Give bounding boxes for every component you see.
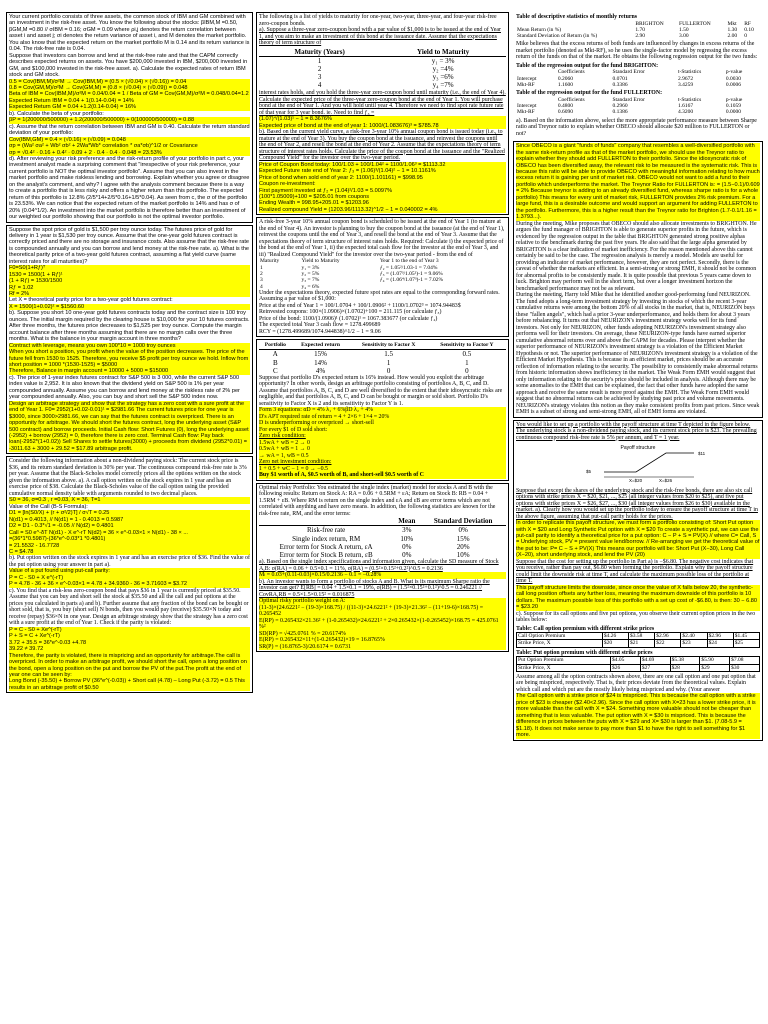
table-cell: 0 bbox=[386, 366, 391, 375]
formula-line: Beta of IBM = Cov(IBM,M)/σ²M = 0.04/0.04 = 1 / Beta of GM = Cov(GM,M)/σ²M = 0.048/0.04=1.2 bbox=[9, 91, 249, 98]
table-cell: $1.45 bbox=[733, 633, 759, 640]
table-cell: C bbox=[272, 366, 278, 375]
portfolio-factor-table bbox=[259, 341, 506, 375]
table-cell: y₃ =6% bbox=[432, 72, 454, 81]
table-header: Expected return bbox=[292, 341, 350, 350]
text-line: Therefore, the parity is violated, there is mispricing and an opportunity for arbitrage.The call is overpriced. In order to make an arbitrage profit, we should short the call, open a long position on the bond, open a long position on the put and borrow the PV of the put.The profit at the end of year one can be seen by: bbox=[9, 653, 250, 679]
formula-line: N(d1) = 0.4013, // N(d1) = 1 - 0.4013 = 0.5987 bbox=[9, 517, 250, 523]
error-term-table bbox=[259, 517, 506, 559]
formula-line: For every $1 of D sold short: bbox=[259, 427, 506, 434]
formula-line: = 21.5532 - 16.7728 bbox=[9, 543, 250, 549]
text-line: Suppose that portfolio D's expected return is 16% instead. How would you exploit the arbitrage opportunity? In other words, design an arbitrage portfolio consisting of portfolios A, B, C, and D. Assume that portfolios A, B, C, and D are well diversified to the extent that their idiosyncratic risks are negligible, and that portfolios A, B, C, and D can be bought or margin or sold short. Portfolio D's sensitivity to Factor X is 2 and its sensitivity to Factor Y is 1. bbox=[259, 374, 503, 407]
formula-line: σp = (Wa² σa² + Wb² σb² + 2Wa*Wb* correlation * σa*σb)^1/2 or Covariance bbox=[9, 143, 250, 149]
column-middle bbox=[256, 12, 509, 1012]
column-right bbox=[513, 12, 763, 1012]
formula-line: Cov(IBM,GM) = 0.4 × (√0.16) × (√0.09) = 0.048 bbox=[9, 137, 250, 143]
table-cell: 1 bbox=[386, 358, 391, 367]
formula-line: Rf = 2% bbox=[9, 291, 250, 297]
table-cell: y₂ =4% bbox=[432, 64, 454, 73]
table-header: Sensitivity to Factor X bbox=[349, 341, 427, 350]
text-line: RCY = (1278.499689/1074.944838)^1/2 − 1 = 9.06 bbox=[259, 328, 381, 335]
payoff-chart bbox=[516, 443, 760, 483]
text-line: Consider the following information about a non-dividend paying stock: The current stock price is $36, and its return standard deviation is 30% per year. The continuous compound risk-free rate is 3% per year. Assume that the Black-Scholes model correctly prices all the options written on the stock given the information above. a). A call option written on the stock expires in 1 year and has an exercise price of $38. Calculate the Black-Scholes value of the call option using the provided cumulative normal density table with arguments rounded to two decimal places. bbox=[9, 458, 247, 497]
formula-line: Expected Return IBM = 0.04 + 1(0.14-0.04) = 14% bbox=[9, 98, 250, 104]
table-header: Standard Error bbox=[612, 69, 646, 76]
formula-line: Expected Future rate end of Year 2: ƒ₃ = (1.06)³/(1.04)² − 1 = 10.1161% bbox=[259, 168, 506, 174]
text-line: b). Based on the current yield curve, a risk-free 3-year 10% annual coupon bond is issued today (i.e., to mature at the end of Year 3). You buy the coupon bond at the issuance, and reinvest the coupons until the end of Year 2, and resell the bond at the end of Year 2. Assume that the expectations theory of term structure of interest rates holds. Calculate the price of the coupon bond at the issuance and the "Realized Compound Yield" for the investor over the two-year period. bbox=[259, 129, 505, 162]
table-header: Coefficients bbox=[557, 96, 585, 103]
table-row bbox=[259, 350, 506, 359]
table-cell: $23 bbox=[681, 640, 707, 647]
table-cell: 1 bbox=[465, 358, 469, 367]
table-cell: $24 bbox=[707, 640, 733, 647]
table-cell: 3.00 bbox=[679, 33, 689, 40]
table-cell: $4.26 bbox=[602, 633, 628, 640]
formula-line: P = C - S0 + X e^(-rT) bbox=[9, 575, 250, 581]
text-line: Assume among all the option contracts shown above, there are one call option and one put option that are being mispriced, respectively. That is, their prices deviate from the theoretical values. Explain which call and which put are the mostly likely being mispriced and why. (Your answer bbox=[516, 673, 756, 693]
text-line: Since OBECO is a giant "funds of funds" company that resembles a well-diversified portfolio with the same risk-return profile as that of the market portfolio, we should use the Treynor ratio to explain whether they should add FULLERTON to their portfolio. Since the idiosyncratic risk of OBECO has been diversified away, the relevant risk to be measured is the systematic risk. This is because this ratio will be able to provide OBECO with meaningful information relating to how much excess return it is gaining per unit of market risk. OBECO would not want to add a fund to their portfolio which underperforms the market. The Treynor Ratio for FULLERTON is: = (1.5−0.1)/0.609 = 2% Because treynor is adding to an already diversified fund, whereas sharpe ratio is for a whole portfolio) This means for every unit of market risk, FULLERTON provides 2% risk premium. For a large fund, this is a desirable outcome and would support an argument for adding FULLERTON to the portfolio. Furthermore, this is a higher result than the Treynor ratio for Brighton (1.7-0.1/1.16 = 1.3793...). bbox=[516, 143, 760, 221]
formula-line: Zero net investment condition: bbox=[259, 459, 506, 466]
black-scholes-block bbox=[6, 456, 253, 693]
text-line: Suppose that investors can borrow and lend at the risk-free rate and that the CAPM correctly describes expected returns on assets. You have $200,000 invested in IBM, $200,000 invested in GM, and $100,000 invested in the risk-free asset. a). Calculate the expected rates of return IBM stock and GM stock. bbox=[9, 52, 248, 79]
maturity-table bbox=[259, 48, 506, 90]
table-header: Standard Deviation bbox=[420, 517, 506, 526]
formula-line: Realized compound Yield = (1203.96/1113.32)^1/2 − 1 = 0.040002 = 4% bbox=[259, 207, 506, 213]
formula-line: βP = 1(200000/500000) + 1.2(200000/500000) + 0(100000/500000) = 0.88 bbox=[9, 117, 250, 123]
text-line: a). Based on the information above, select the more appropriate performance measure between Sharpe ratio and Treynor ratio to explain whether OBECO should allocate $20 million to FULLERTON or not? bbox=[516, 117, 757, 137]
text-line: Under the expectations theory, expected future spot rates are equal to the corresponding forward rates. Assuming a par value of $1,000: bbox=[259, 289, 500, 303]
table-cell: 4.3200 bbox=[678, 109, 694, 116]
table-cell: 1.5 bbox=[384, 350, 394, 359]
table-cell: 0.5 bbox=[462, 350, 472, 359]
call-premium-table bbox=[516, 632, 760, 648]
table-header: RF bbox=[744, 20, 751, 27]
payoff-diagram bbox=[516, 443, 760, 486]
table-cell: Mkt-RF bbox=[517, 109, 535, 116]
text-line: b). Put option written on the stock expires in 1 year and has an exercise price of $36. Find the value of the put option using your answer in part a). bbox=[9, 555, 250, 568]
text-line: This payoff structure limits the downside, since once the value of X falls below 20, the synthetic-call long position offsets any further loss, meaning the maximum downside of this portfolio is 10 dollars. The maximum possible loss of this portfolio with a set up cost of -$6.80, is then: 30 − 6.80 = $23.20 bbox=[516, 585, 760, 611]
table-header: Year 1 to the end of Year 3 bbox=[379, 258, 439, 265]
table-cell: y₂ = 5% bbox=[301, 270, 320, 277]
formula-line: Value of a put found using put-call parity: bbox=[9, 568, 250, 574]
table-header: Portfolio bbox=[259, 341, 292, 350]
table-cell: 2.00 bbox=[727, 33, 738, 40]
table-cell: 2 bbox=[260, 270, 263, 277]
table-header: Standard Error bbox=[612, 96, 646, 103]
text-line: Value of the Call (B-S Formula): bbox=[9, 503, 88, 510]
formula-line: 1530 = 1500(1 + Rƒ)¹ bbox=[9, 272, 250, 278]
formula-line: D is underperforming or overpriced → short-sell bbox=[259, 420, 506, 427]
table-header: Maturity bbox=[260, 258, 280, 265]
formula-line: Buy $1 worth of A, $0.5 worth of B, and short-sell $0.5 worth of C bbox=[259, 472, 506, 479]
table-row bbox=[259, 543, 506, 551]
table-row bbox=[259, 526, 506, 535]
formula-line: 0.8 = Cov(GM,M)/σ²M → Cov(GM,M) = (0.8 × (√0.04) × (√0.09)) = 0.048 bbox=[9, 85, 250, 91]
column-left bbox=[6, 12, 253, 1012]
formula-line: Price of bond when sold end of year 2: 1100/(1.101161) = $998.95 bbox=[259, 175, 506, 181]
payoff-y-label: $11 bbox=[698, 451, 706, 457]
table-title: Table: Call option premium with different strike prices bbox=[516, 625, 655, 632]
table-cell: 0 bbox=[465, 366, 469, 375]
table-row bbox=[259, 56, 506, 65]
table-cell: 1.6167 bbox=[678, 103, 694, 110]
table-header: Yield to Maturity bbox=[380, 48, 506, 57]
table-cell: 2.90 bbox=[635, 33, 645, 40]
table-cell: 0 bbox=[744, 33, 747, 40]
formula-line: (11-3)×(24.6221² − (19-3)×168.75) / ((11-3)×24.6221² + (19-3)×21.36² − (11+19-6)×168.75) = 0.265452 bbox=[259, 605, 506, 618]
fund-performance-block bbox=[513, 12, 763, 139]
table-title: Table of the regression output for the fund FULLERTON: bbox=[516, 90, 663, 97]
table-cell: Single index return, RM bbox=[292, 534, 361, 543]
capm-question-block bbox=[6, 12, 253, 223]
formula-line: σp = √0.4² · 0.16 + 0.4² · 0.09 + 2 · 0.4 · 0.4 · 0.048 = 23.53% bbox=[9, 150, 250, 156]
options-block bbox=[513, 420, 763, 741]
text-line: c). Assume that the return correlation between IBM and GM is 0.40. Calculate the return standard deviation of your portfolio: bbox=[9, 123, 250, 137]
table-cell: $2.96 bbox=[655, 633, 681, 640]
table-header: Coefficients bbox=[557, 69, 585, 76]
table-cell: 0.6090 bbox=[557, 109, 573, 116]
table-cell: 0.0030 bbox=[725, 75, 741, 82]
table-cell: $2.96 bbox=[707, 633, 733, 640]
descriptive-stats-table bbox=[516, 21, 760, 40]
payoff-x-label: X=$20 bbox=[629, 478, 643, 484]
text-line: Suppose that except the shares of the underlying stock and the risk-free bonds, there are also six call options with strike prices X = $20, $21, ..., $25 (all integer values from $20 to $25), and five put options with strike prices X = $26, $27, ..., $30 (all integer values from $26 to $30) available in the market. a). Clearly how you would set up the portfolio today to ensure the payoff structure at time T in the above figure, assuming that put-call parity holds for the prices. bbox=[516, 487, 758, 520]
table-cell: 0.0701 bbox=[612, 75, 628, 82]
formula-line: Zero risk condition: bbox=[259, 433, 506, 440]
table-header: BRIGHTON bbox=[635, 20, 664, 27]
gold-futures-block bbox=[6, 225, 253, 455]
formula-line: Form 3 equations: αD = 4% λ₁ + 6%βD λ₂ + 4% bbox=[259, 407, 506, 414]
table-row bbox=[259, 359, 506, 367]
text-line: In order to replicate this payoff structure, we must form a portfolio consisting of: Short Put option with X = $20 and Long Synthetic Put option with X = $20 To create a synthetic put, we can use the put-call parity to identify a theoretical price for a put option: C − P + S = PV(X) // where C= Call, S = Underlying stock, PV = present value lend/borrow. // Re-arranging we get the theoretical value of the put to be: P= C − S + PV(X) This means our portfolio will be: Short Put (X−30), Long Call (X−20), short underlying stock, and lend the PV (20) bbox=[516, 520, 760, 559]
table-cell: $7.08 bbox=[730, 657, 760, 664]
table-row bbox=[516, 82, 760, 88]
table-title: Table of descriptive statistics of monthly returns bbox=[516, 14, 638, 20]
text-line: Contract with leverage, means you own 100*10 = 1000 troy ounces bbox=[9, 343, 250, 349]
formula-line: 0.5 = Cov(IBM,M)/σ²M → Cov(IBM,M) = (0.5 × (√0.04) × (√0.16)) = 0.04 bbox=[9, 79, 250, 85]
table-row bbox=[517, 664, 760, 671]
text-line: a). Based on the single index specifications and information given, calculate the SD measure of Stock A,B: σ(RA) = 0.06 + 0.5×0.1 = 11%, σ(RA) = (0.5²×0.15²+0.2²)^0.5 = 0.2136 bbox=[259, 559, 499, 572]
formula-line: → wA = 1, wB = 0.5 bbox=[259, 453, 506, 460]
table-cell: 2.9672 bbox=[678, 75, 694, 82]
formula-line: S0 = 36, σ=0.3 , r =0.03, X = 36, T=1 bbox=[9, 497, 250, 503]
table-row bbox=[517, 657, 760, 664]
table-cell: ƒ₂ = 1.05²/1.03-1 = 7.04% bbox=[379, 264, 438, 271]
table-cell: 0.10 bbox=[744, 26, 754, 33]
table-cell: Mean Return (in %) bbox=[517, 26, 562, 33]
text-line: Design an arbitrage strategy and show that the strategy has a zero cost with a sure profit at the end of Year 1. F0= 2952(1+0.02-0.01)¹ = $2981.66 The current futures price for one year is $3000, since 3000>2981.66, we can say that the futures contract is overpriced. There is an opportunity for arbitrage. We should short the futures contract, long the underlying asset (S&P 500 contract) and borrow proceeds. Initial Cash flow: Short Futures (0), long the underlying asset (-2952) + borrow (2952) = 0, therefore there is zero cost. Terminal Cash flow: Pay back loan(-2952*(1+0.02)) Sell Shares to settle futures(3000) + proceeds from dividend (2952*0.01) = -3011.63 + 3000 + 29.52 = $17.89 arbitrage profit. bbox=[9, 400, 249, 452]
table-cell: ƒ₃ = (1.07³/1.05²)-1 = 9.06% bbox=[379, 270, 443, 277]
formula-line: X = 1500(1+0.02)² = $1560.60 bbox=[9, 304, 250, 310]
table-cell: 1 bbox=[260, 264, 263, 271]
table-cell: 0.2960 bbox=[612, 103, 628, 110]
text-line: Long Bond (-35.50) + Borrow PV (36*e^(-0.03)) + Short call (4.78) – Long Put (-3.72) = 0.5 This results in an arbitrage profit of $0.50 bbox=[9, 678, 250, 691]
table-cell: Mkt-RF bbox=[517, 81, 535, 88]
forward-rate-table bbox=[259, 258, 506, 289]
text-line: During the meeting, Mike proposes that OBECO should also allocate investments to BRIGHTON. He argues the fund manager of BRIGHTON is able to generate superior profits in the future, which is evidenced by the regression output in the table that BRIGHTON generated strong positive alphas relative to the benchmark during the past five years. He also said that the large alpha generated by BRIGHTON is a clear indication of market inefficiency. For the reason mentioned above this cannot certainly be said to be the case. The regression analysis is merely a model. Models are useful for providing an indicator of market performance, however, they are not perfect. Secondly, there is the caveat of whether the markets are efficient. In a semi-strong or strong EMH, it should not be common for abnormal profits to be consistently made. It is quite possible that previous 5 years came down to luck. Brighton may perform well in the short term, but over a longer investment horizon the benchmarked performance may not be as relevant. bbox=[516, 220, 757, 292]
table-cell: 1.30 bbox=[727, 26, 738, 33]
table-cell: $2.40 bbox=[681, 633, 707, 640]
formula-line: Mₗ = 0.03+(0.11-0.03)×0.15/0.2136 − 0.1 = −0.28% bbox=[259, 572, 506, 579]
formula-line: Price of Coupon Bond today: 100/1.03 + 100/1.04² + 1100/1.06³ = $1113.32 bbox=[259, 162, 506, 168]
table-row bbox=[517, 640, 760, 647]
table-cell: Risk-free rate bbox=[307, 526, 346, 535]
table-header: Mkt bbox=[727, 20, 737, 27]
text-line: Optimal risky Portfolio: You estimated the single index (market) model for stocks A and B with the following results: Return on Stock A: RA = 0.06 + 0.5RM + εA; Return on Stock B: RB = 0.04 + 1.5RM + εB. Where RM is return on the single index and εA and εB are error terms which are not correlated with anything and have zero means. In addition, the following statistics are known for the risk-free rate, RM, and the error terms: bbox=[259, 484, 496, 517]
fund-answer-block bbox=[513, 141, 763, 417]
table-row bbox=[516, 109, 760, 115]
text-line: Price at the end of Year 1 = 100/1.0704 + 100/1.0906² + 1100/1.0702³ = 1074.94483$ bbox=[259, 302, 461, 309]
formula-line: D2 = D1 - 0.3*√1 = -0.05 // N(d2) = 0.4801 bbox=[9, 523, 250, 529]
formula-line: F0=S0(1+Rƒ)ᵀ bbox=[9, 265, 250, 271]
table-cell: Call Option Premium bbox=[517, 633, 603, 640]
table-cell: 0.0006 bbox=[725, 81, 741, 88]
table-cell: $5.38 bbox=[670, 657, 700, 664]
table-row bbox=[259, 367, 506, 375]
table-cell: 15% bbox=[314, 350, 327, 359]
table-cell: 1.70 bbox=[635, 26, 645, 33]
text-line: b). Calculate the beta of your portfolio: bbox=[9, 110, 104, 117]
table-row bbox=[516, 33, 760, 39]
table-header: t-Statistics bbox=[678, 69, 702, 76]
text-line: Price of the bond: 1100/(1.0906)¹ (1.0702)¹ = 1067.383677 (or calculate ƒ₄) bbox=[259, 315, 438, 322]
table-cell: $26 bbox=[611, 664, 641, 671]
formula-line: Expected Return GM = 0.04 +1.2(0.14-0.04) = 16% bbox=[9, 104, 250, 110]
table-cell: Error term for Stock A return, εA bbox=[279, 542, 373, 551]
put-premium-table bbox=[516, 656, 760, 672]
table-cell: y₁ = 3% bbox=[301, 264, 320, 271]
table-cell: 3.4259 bbox=[678, 81, 694, 88]
text-line: d). After reviewing your risk preference and the risk-return profile of your portfolio in part c, your investment analyst made a surprising comment that "irrespective of your risk preference, your current portfolio is NOT the optimal investor portfolio". Assume that you can also invest in the market portfolio and make riskless lending and borrowing. Explain whether you agree or disagree on the analyst's comment, and why? I agree with the analysis comment because there is a way to create a portfolio that is less risky and offers a higher return than this portfolio. The expected return of this portfolio is 12.8% (2/5*14+2/5*0.16+1/5*0.04). As seen from c, the σ of the portfolio is 23.53%. We can notice that the expected return of the market portfolio is 14% and has σ of 20% (0.04^1/2). An investment into the market portfolio is therefore better than an investment of our weighted our portfolio showing that our portfolio is not the optimal investor portfolio. bbox=[9, 155, 250, 221]
table-cell: $21 bbox=[629, 640, 655, 647]
table-cell: y₁ = 3% bbox=[431, 56, 455, 65]
table-cell: 15% bbox=[456, 534, 470, 543]
table-header: t-Statistics bbox=[678, 96, 702, 103]
table-cell: $30 bbox=[730, 664, 760, 671]
formula-line: 1 + 0.5 + wC − 1 = 0 → −0.5 bbox=[259, 466, 506, 473]
formula-line: 3.72 + 35.5 = 36*e^-0.03 +4.78 bbox=[9, 640, 250, 646]
text-line: The Call option with a strike price of $24 is mispriced. This is because the call option with a strike price of $23 is cheaper ($2.40<2.96). Since the call option with X=23 has a lower strike price, it is more valuable than the call with X = $24. Something more valuable should not be cheaper than something that is less valuable. The put option with X = $30 is mispriced. This is because the difference in prices between the puts with X = $29 and X= $30 is larger than $1. (7.08-5.9 = $1.18). It does not make sense to pay more than $1 to have the right to sell something for $1 more. bbox=[516, 693, 760, 738]
table-cell: 1 bbox=[317, 56, 322, 65]
text-line: Reinvested coupons: 100×(1.0906)×(1.0702)+100 = 211.115 (or calculate ƒ₃) bbox=[259, 309, 442, 316]
formula-line: (1.07)⁴/(1.03)¹ − 1 = 8.3676% bbox=[259, 116, 506, 122]
formula-line: P = 4.78 - 36 + 36 × e^-0.03×1 = 4.78 + 34.9360 - 36 = 3.71603 = $3.72 bbox=[9, 581, 250, 587]
table-cell: 2 bbox=[317, 64, 322, 73]
formula-line: Expected price of bond at the end of year 1: 1000/(1.083676)³ = $785.78 bbox=[259, 123, 506, 129]
formula-line: P = C - S0 + Xe^(-rT) bbox=[9, 627, 250, 633]
table-cell: y₄ = 6% bbox=[301, 283, 320, 290]
formula-line: E(RP) = 0.265432×11+(1-0.265432)×19 = 16.8765% bbox=[259, 637, 506, 644]
table-cell: Intercept bbox=[517, 103, 537, 110]
table-cell: 3 bbox=[317, 72, 322, 81]
table-title: Table of the regression output for the fund BRIGHTON: bbox=[516, 62, 659, 69]
payoff-line bbox=[604, 453, 694, 472]
text-line: a). Suppose a three-year zero-coupon bond with a par value of $1,000 is to be issued at the end of Year 1, and you aim to make an investment of this bond at the issuance date. Assume that the expectations theory of term structure of bbox=[259, 27, 501, 46]
table-row bbox=[517, 633, 760, 640]
table-cell: 3 bbox=[260, 277, 263, 284]
text-line: You would like to set up a portfolio with the payoff structure at time T depicted in the figure below. The underlying stock is a non-dividend paying stock, and its current stock price is $23. The prevailing continuous compound risk-free rate is 5% per annum, and T = 1 year. bbox=[516, 421, 757, 441]
regression-brighton-table bbox=[516, 69, 760, 88]
table-cell: 1.1600 bbox=[557, 81, 573, 88]
table-cell: 0.1386 bbox=[612, 109, 628, 116]
payoff-title: Payoff structure bbox=[620, 445, 656, 452]
table-cell: 0% bbox=[458, 526, 468, 535]
single-index-block bbox=[256, 483, 509, 652]
table-cell: y₄ =7% bbox=[432, 81, 454, 90]
apt-block bbox=[256, 339, 509, 481]
table-cell: 4 bbox=[260, 283, 263, 290]
text-line: The expected total Year 3 cash flow = 1278.499689 bbox=[259, 322, 381, 329]
table-cell: $20 bbox=[602, 640, 628, 647]
formula-line: First payment invested at ƒ₂ = (1.04)²/1.03 = 5.0097% bbox=[259, 188, 506, 194]
text-line: When you short a position, you profit when the value of the position decreases. The price of the future fell from 1530 to 1525. Therefore, you receive $5 profit per troy ounce we hold. Inflow from short position = 1000 *(1530-1525) = $5000 bbox=[9, 349, 249, 369]
table-row bbox=[259, 65, 506, 73]
table-cell: $27 bbox=[640, 664, 670, 671]
text-line: During the meeting, Harry told Mike that he identified another good-performing fund NEURIZON. The fund adopts a long-term investment strategy by investing in stocks of which the recent 3-year cumulative returns were among the bottom 20% of all stocks in the market, that is, NEURIZON buys these "fallen angels", which had a prior 3-year underperformance, and holds them for about 3 years before rebalancing. It turns out that NEURIZON's investment strategy works well for its fund investors. Not only for NEURIZON, other funds adopting NEURIZON's investment strategy also performs well for their investors. On average, these NEURIZON-type funds have earned superior cumulative abnormal returns over and above the CAPM for decades. Please interpret whether the superior performance of NEURIZON's investment strategy is a violation of the Efficient Market Hypothesis or not. The superior performance of NEURIZON's investment strategy is a violation of the Efficient Market Hypothesis. This is because in an efficient market, prices should be an accurate reflection of information relating to the security. The possibility to consistently make abnormal returns from historic information shows inefficiency in the market. The Weak Form EMH would suggest that only information relating to the security's price should be included in analysis. Although there may be some anomalies to the EMH that can be explained, the fact that other funds have adopted the same approach and receive the same result is more proof against the EMH. The Weak Form EMH would suggest that no abnormal returns can be achieved by studying past price and volume movements. NEURIZON's strategy violates this notion as they make consistent profits from past prices. Since weak EMH is a subset of strong and semi-strong EMH, all of EMH forms are violated. bbox=[516, 292, 760, 416]
table-cell: ƒ₄ = (1.06⁴/1.07³)-1 = 7.02% bbox=[379, 277, 444, 284]
payoff-x-label: X=$26 bbox=[659, 478, 673, 484]
table-cell: $4.05 bbox=[611, 657, 641, 664]
table-cell: 10% bbox=[456, 551, 470, 560]
regression-fullerton-table bbox=[516, 97, 760, 116]
table-header: p-value bbox=[725, 69, 743, 76]
table-cell: y₃ = 7% bbox=[301, 277, 320, 284]
formula-line: SR(P) = (16.8765-3)/20.6174 = 0.6731 bbox=[259, 644, 506, 651]
formula-line: 39.22 ≠ 39.72 bbox=[9, 646, 250, 652]
table-title: Table: Put option premium with different strike prices bbox=[516, 649, 653, 656]
table-cell: $22 bbox=[655, 640, 681, 647]
table-cell: 10% bbox=[400, 534, 414, 543]
table-cell: 4 bbox=[317, 81, 322, 90]
table-cell: 0% bbox=[402, 542, 412, 551]
table-cell: Strike Price, X bbox=[517, 640, 603, 647]
formula-line: D1 = [ln(S0/X) + (r + σ²/2)T] / σ√T = 0.25 bbox=[9, 510, 250, 516]
text-line: c). You find that a risk-less zero-coupon bond that pays $36 in 1 year is currently priced at $35.50. Assume that you can buy and short sell the stock at $35.50 and all the call and put options at the prices you calculated in parts a) and b). Further assume that any fraction of the bond can be bought or short sold, that is, you buy (short sell) N bonds, then you would pay (receive) $35.50×N today and receive (repay) $36×N in one year. Design an arbitrage strategy show that the strategy has a zero cost with a sure profit at the end of Year 1. Check if the parity is violated: bbox=[9, 587, 249, 627]
table-row bbox=[259, 81, 506, 89]
formula-line: C = $4.78 bbox=[9, 549, 250, 555]
text-line: b). Suppose you short 10 one-year gold futures contracts today and the contract size is 100 troy ounces. The initial margin required by the clearing house is $10,000 for your 10 futures contracts. After three months, the futures price decreases to $1,525 per troy ounce. Compute the margin account balance after three months assuming that there are no margin calls over the three months. What is the balance in your margin account in three months? bbox=[9, 310, 250, 343]
table-row bbox=[259, 73, 506, 81]
formula-line: (1 + Rƒ) = 1530/1500 bbox=[9, 278, 250, 284]
formula-line: D's APT required rate of return = 4 + 2×6 + 1×4 = 20% bbox=[259, 414, 506, 421]
formula-line: Coupon re-investment: bbox=[259, 181, 506, 187]
formula-line: 0.5wA + wB = 1 → 0 bbox=[259, 446, 506, 453]
table-header: Sensitivity to Factor Y bbox=[428, 341, 506, 350]
yield-curve-block bbox=[256, 12, 509, 215]
formula-line: (100*1.05009)+100 = $205.01 from coupons bbox=[259, 194, 506, 200]
payoff-y-label: $5 bbox=[586, 469, 592, 475]
table-cell: 0% bbox=[402, 551, 412, 560]
table-header: Maturity (Years) bbox=[259, 48, 380, 57]
formula-line: Rƒ = 1.02 bbox=[9, 285, 250, 291]
table-cell: $28 bbox=[670, 664, 700, 671]
table-header: FULLERTON bbox=[679, 20, 711, 27]
coupon-bond-block bbox=[256, 217, 509, 337]
text-line: Suppose the spot price of gold is $1,500 per troy ounce today. The futures price of gold for delivery in 1 year is $1,530 per troy ounce. Assume that the one-year gold futures contract is correctly priced and there are no storage and insurance costs. Also assume that the risk-free rate is compounded annually and you can borrow and lend money at the risk-free rate. a). What is the theoretical parity price of a two-year gold futures contract, assuming a flat yield curve (same interest rates for all maturities)? bbox=[9, 226, 250, 265]
table-cell: $5.90 bbox=[700, 657, 730, 664]
table-cell: 1.50 bbox=[679, 26, 689, 33]
table-cell: Strike Price, X bbox=[517, 664, 611, 671]
table-cell: Put Option Premium bbox=[517, 657, 611, 664]
formula-line: P + S = C + Xe^(-rT) bbox=[9, 633, 250, 639]
table-cell: Standard Deviation of Return (in %) bbox=[517, 33, 598, 40]
table-cell: 0.1059 bbox=[725, 103, 741, 110]
table-cell: 0.4800 bbox=[557, 103, 573, 110]
table-header: Mean bbox=[393, 517, 420, 526]
text-line: b). An investor wants to form a portfolio of stocks A and B. What is its maximum Sharpe ratio the investor can get? E[RB] = 0.04 + 1.5×0.1 = 19%, σ(RB) = (1.5²×0.15²+0.1²)^0.5 = 0.246221 // CovRA,RB = 0.5×1.5×0.15² = 0.016875 bbox=[259, 578, 490, 598]
text-line: c). The price of 1-year index futures contract for S&P 500 is 3 000, while the current S&P 500 index value is 2,952. It is also known that the dividend yield on S&P 500 is 1% per year compounded annually. Assume you can borrow and lend money at the riskless rate of 2% per year compounded annually. Also, you can buy and short sell the S&P 500 index now. bbox=[9, 374, 240, 401]
formula-line: Call = S0 e^-δT N(d1) - X e^-rT N(d2) = 36 × e^-0.03×1 × N(d1) - 38 × ... bbox=[9, 530, 250, 536]
formula-line: SD(RP) = √425.0761 % = 20.6174% bbox=[259, 631, 506, 638]
table-cell: B bbox=[272, 358, 278, 367]
table-cell: Intercept bbox=[517, 75, 537, 82]
table-row bbox=[259, 535, 506, 543]
formula-line: Optimal risky portfolio weight on A: bbox=[259, 598, 506, 605]
text-line: Therefore, Balance in margin account = 10000 + 5000 = $15000 bbox=[9, 368, 250, 374]
text-line: A risk-free 3-year 10% annual coupon bond is scheduled to be issued at the end of Year 1 (to mature at the end of Year 4). An investor is planning to buy the coupon bond at the issuance (at the end of Year 1), reinvest the coupons until the end of Year 3, and resell the bond at the end of Year 3. Assume that the expectations theory of term structure of interest rates holds. Required: Calculate i) the expected price of the bond at the end of Year 1, ii) the expected total cash flow for the investor at the end of Year 3, and iii) "Realized Compound Yield" for the investor over the two-year period - from the end of bbox=[259, 219, 505, 258]
text-line: c). Suppose for its call options and five put options, you observe their current option prices in the two tables below: bbox=[516, 610, 756, 624]
table-cell: $29 bbox=[700, 664, 730, 671]
table-cell: $25 bbox=[733, 640, 759, 647]
table-header: p-value bbox=[725, 96, 743, 103]
table-cell: 0.0000 bbox=[725, 109, 741, 116]
table-cell: 14% bbox=[314, 358, 327, 367]
table-cell: 4% bbox=[315, 366, 326, 375]
table-cell: 20% bbox=[456, 542, 470, 551]
table-cell: $4.69 bbox=[640, 657, 670, 664]
table-cell: Error term for Stock B return, εB bbox=[279, 551, 373, 560]
text-line: Suppose that the cost for setting up the portfolio in Part a) is −$6.80. The negative cost indicates that you receive, rather than pay out, $6.80 when forming the portfolio. Explain why the payoff structure could limit the downside risk at time T, and calculate the maximum possible loss of the portfolio at time T. bbox=[516, 558, 754, 585]
formula-line: Ending Wealth = 998.95+205.01 = $1203.96 bbox=[259, 200, 506, 206]
table-cell: 0.3386 bbox=[612, 81, 628, 88]
table-cell: 3% bbox=[402, 526, 412, 535]
table-header: Yield to Maturity bbox=[301, 258, 340, 265]
table-header bbox=[259, 517, 393, 526]
text-line: interest rates holds, and you hold the three-year zero-coupon bond until maturity (i.e., the end of Year 4). Calculate the expected price of the three-year zero-coupon bond at the end of Year 1. You will purchase bond at the end of Year 1. And you will hold until year 4. Therefore we need to find spot rate future rate of that year for 3 year bond. ie. Need to find ƒ₃ = bbox=[259, 90, 506, 116]
text-line: Your current portfolio consists of three assets, the common stock of IBM and GM combined with an investment in the risk-free asset. You know the following about the stocks: βIBM,M =0.50, βGM,M =0.80 // σIBM = 0.16; σGM = 0.09 where ρi,j denotes the return correlation between asset i and asset j; σi denotes the return variance of asset i, and M denotes the market portfolio. You also know that the expected return on the market portfolio M is 0.14 and its return variance is 0.04. The risk-free rate is 0.04. bbox=[9, 14, 250, 53]
table-cell: A bbox=[272, 350, 278, 359]
text-line: Mike believes that the excess returns of both funds are influenced by changes in excess returns of the market portfolio (denoted as Mkt-RF), so he uses the single-factor model by regressing the excess return of the funds on that of the market. He obtains the following regression output for the two funds: bbox=[516, 41, 758, 61]
formula-line: 1.5wA + wB = 2 → 0 bbox=[259, 440, 506, 447]
text-line: Let X = theoretical parity price for a two-year gold futures contract: bbox=[9, 297, 173, 304]
table-cell: $3.58 bbox=[629, 633, 655, 640]
formula-line: E(RP) = 0.265432×21.36² + (1-0.265432)×24.6221² + 2×0.265432×(1-0.265452)×168.75 = 425.0761 %² bbox=[259, 618, 506, 631]
formula-line: =(36*1*0.5987)-(36*e^-0.03*1 *0.4801) bbox=[9, 536, 250, 542]
text-line: The following is a list of yields to maturity for one-year, two-year, three-year, and four-year risk-free zero-coupon bonds. bbox=[259, 14, 497, 27]
table-cell: 0.2060 bbox=[557, 75, 573, 82]
